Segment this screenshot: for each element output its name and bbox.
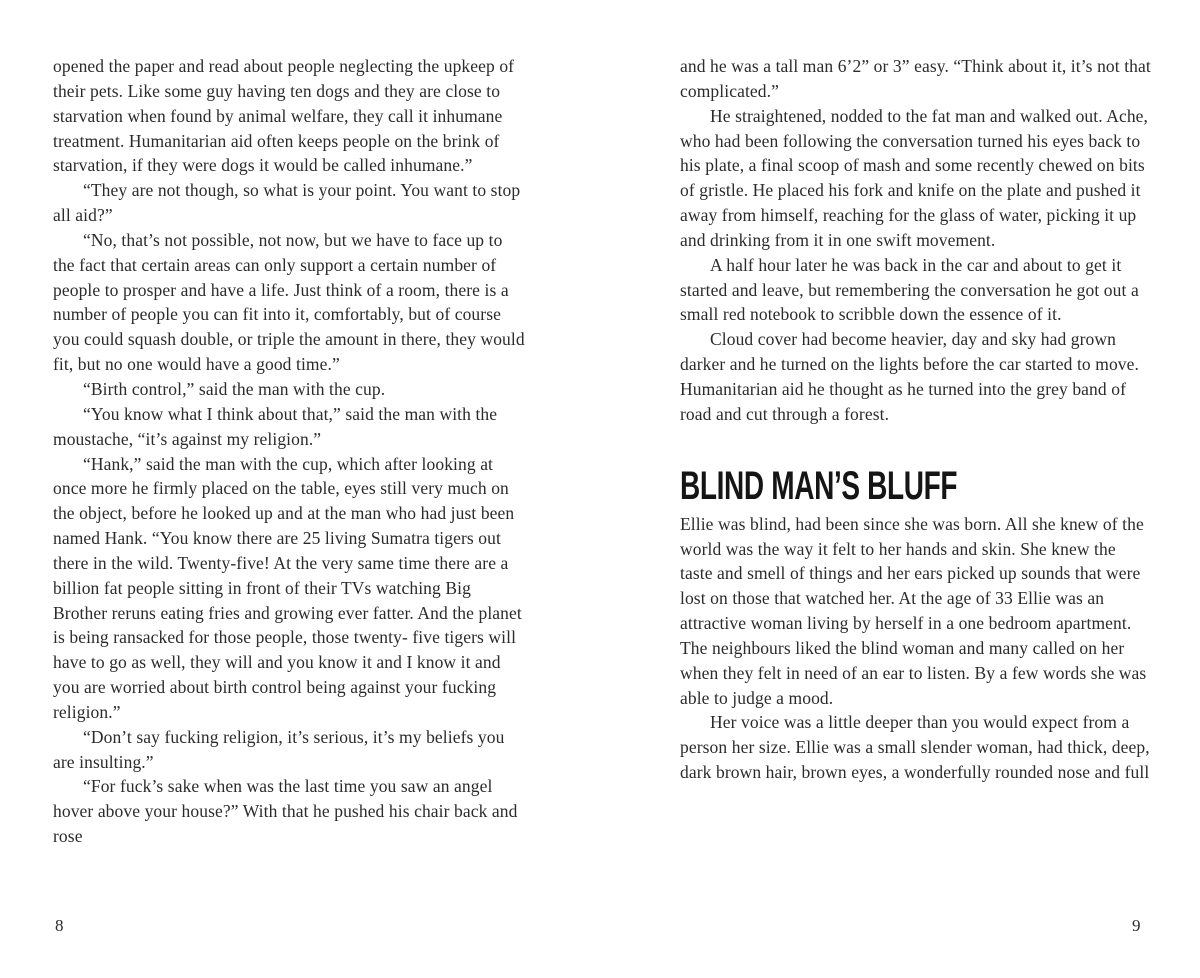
page-number-left: 8 <box>55 916 64 935</box>
paragraph: and he was a tall man 6’2” or 3” easy. “Think about it, it’s not that complicated.” <box>680 56 1151 101</box>
paragraph: Her voice was a little deeper than you would expect from a person her size. Ellie was a small slender woman, had thick, deep, dark brown hair, brown eyes, a wonderfully rounded nose and full <box>680 712 1150 783</box>
paragraph: A half hour later he was back in the car and about to get it started and leave, but remembering the conversation he got out a small red notebook to scribble down the essence of it. <box>680 254 1139 325</box>
page-right-text-column <box>680 54 1152 785</box>
paragraph: Cloud cover had become heavier, day and sky had grown darker and he turned on the lights before the car started to move. Humanitarian aid he thought as he turned into the grey band of road and cut through a forest. <box>680 329 1140 424</box>
paragraph: “Birth control,” said the man with the cup. <box>83 378 386 399</box>
page-number-right: 9 <box>1132 916 1141 935</box>
paragraph: opened the paper and read about people neglecting the upkeep of their pets. Like some guy having ten dogs and they are close to starvation when found by animal welfare, they call it inhumane treatment. Humanitarian aid often keeps people on the brink of starvation, if they were dogs it would be called inhumane.” <box>53 56 515 176</box>
page-left-text-column <box>53 54 525 849</box>
chapter-heading-text: BLIND MAN’S BLUFF <box>680 463 958 508</box>
paragraph: “Don’t say fucking religion, it’s serious, it’s my beliefs you are insulting.” <box>53 726 505 772</box>
paragraph: “You know what I think about that,” said the man with the moustache, “it’s against my religion.” <box>53 403 498 449</box>
paragraph: “No, that’s not possible, not now, but we have to face up to the fact that certain areas can only support a certain number of people to prosper and have a life. Just think of a room, there is a number of people you can fit into it, comfortably, but of course you could squash double, or triple the amount in there, they would fit, but no one would have a good time.” <box>53 229 525 375</box>
paragraph: “For fuck’s sake when was the last time you saw an angel hover above your house?” With that he pushed his chair back and rose <box>53 776 518 847</box>
chapter-heading <box>680 463 1152 508</box>
paragraph: Ellie was blind, had been since she was born. All she knew of the world was the way it felt to her hands and skin. She knew the taste and smell of things and her ears picked up sounds that were lost on those that watched her. At the age of 33 Ellie was an attractive woman living by herself in a one bedroom apartment. The neighbours liked the blind woman and many called on her when they felt in need of an ear to listen. By a few words she was able to judge a mood. <box>680 513 1147 708</box>
paragraph: “They are not though, so what is your point. You want to stop all aid?” <box>53 180 521 226</box>
paragraph: “Hank,” said the man with the cup, which after looking at once more he firmly placed on the table, eyes still very much on the object, before he looked up and at the man who had just been named Hank. “You know there are 25 living Sumatra tigers out there in the wild. Twenty-five! At the very same time there are a billion fat people sitting in front of their TVs watching Big Brother reruns eating fries and growing ever fatter. And the planet is being ransacked for those people, those twenty- five tigers will have to go as well, they will and you know it and I know it and you are worried about birth control being against your fucking religion.” <box>53 453 522 722</box>
paragraph: He straightened, nodded to the fat man and walked out. Ache, who had been following the conversation turned his eyes back to his plate, a final scoop of mash and some recently chewed on bits of gristle. He placed his fork and knife on the plate and pushed it away from himself, reaching for the glass of water, picking it up and drinking from it in one swift movement. <box>680 105 1149 250</box>
